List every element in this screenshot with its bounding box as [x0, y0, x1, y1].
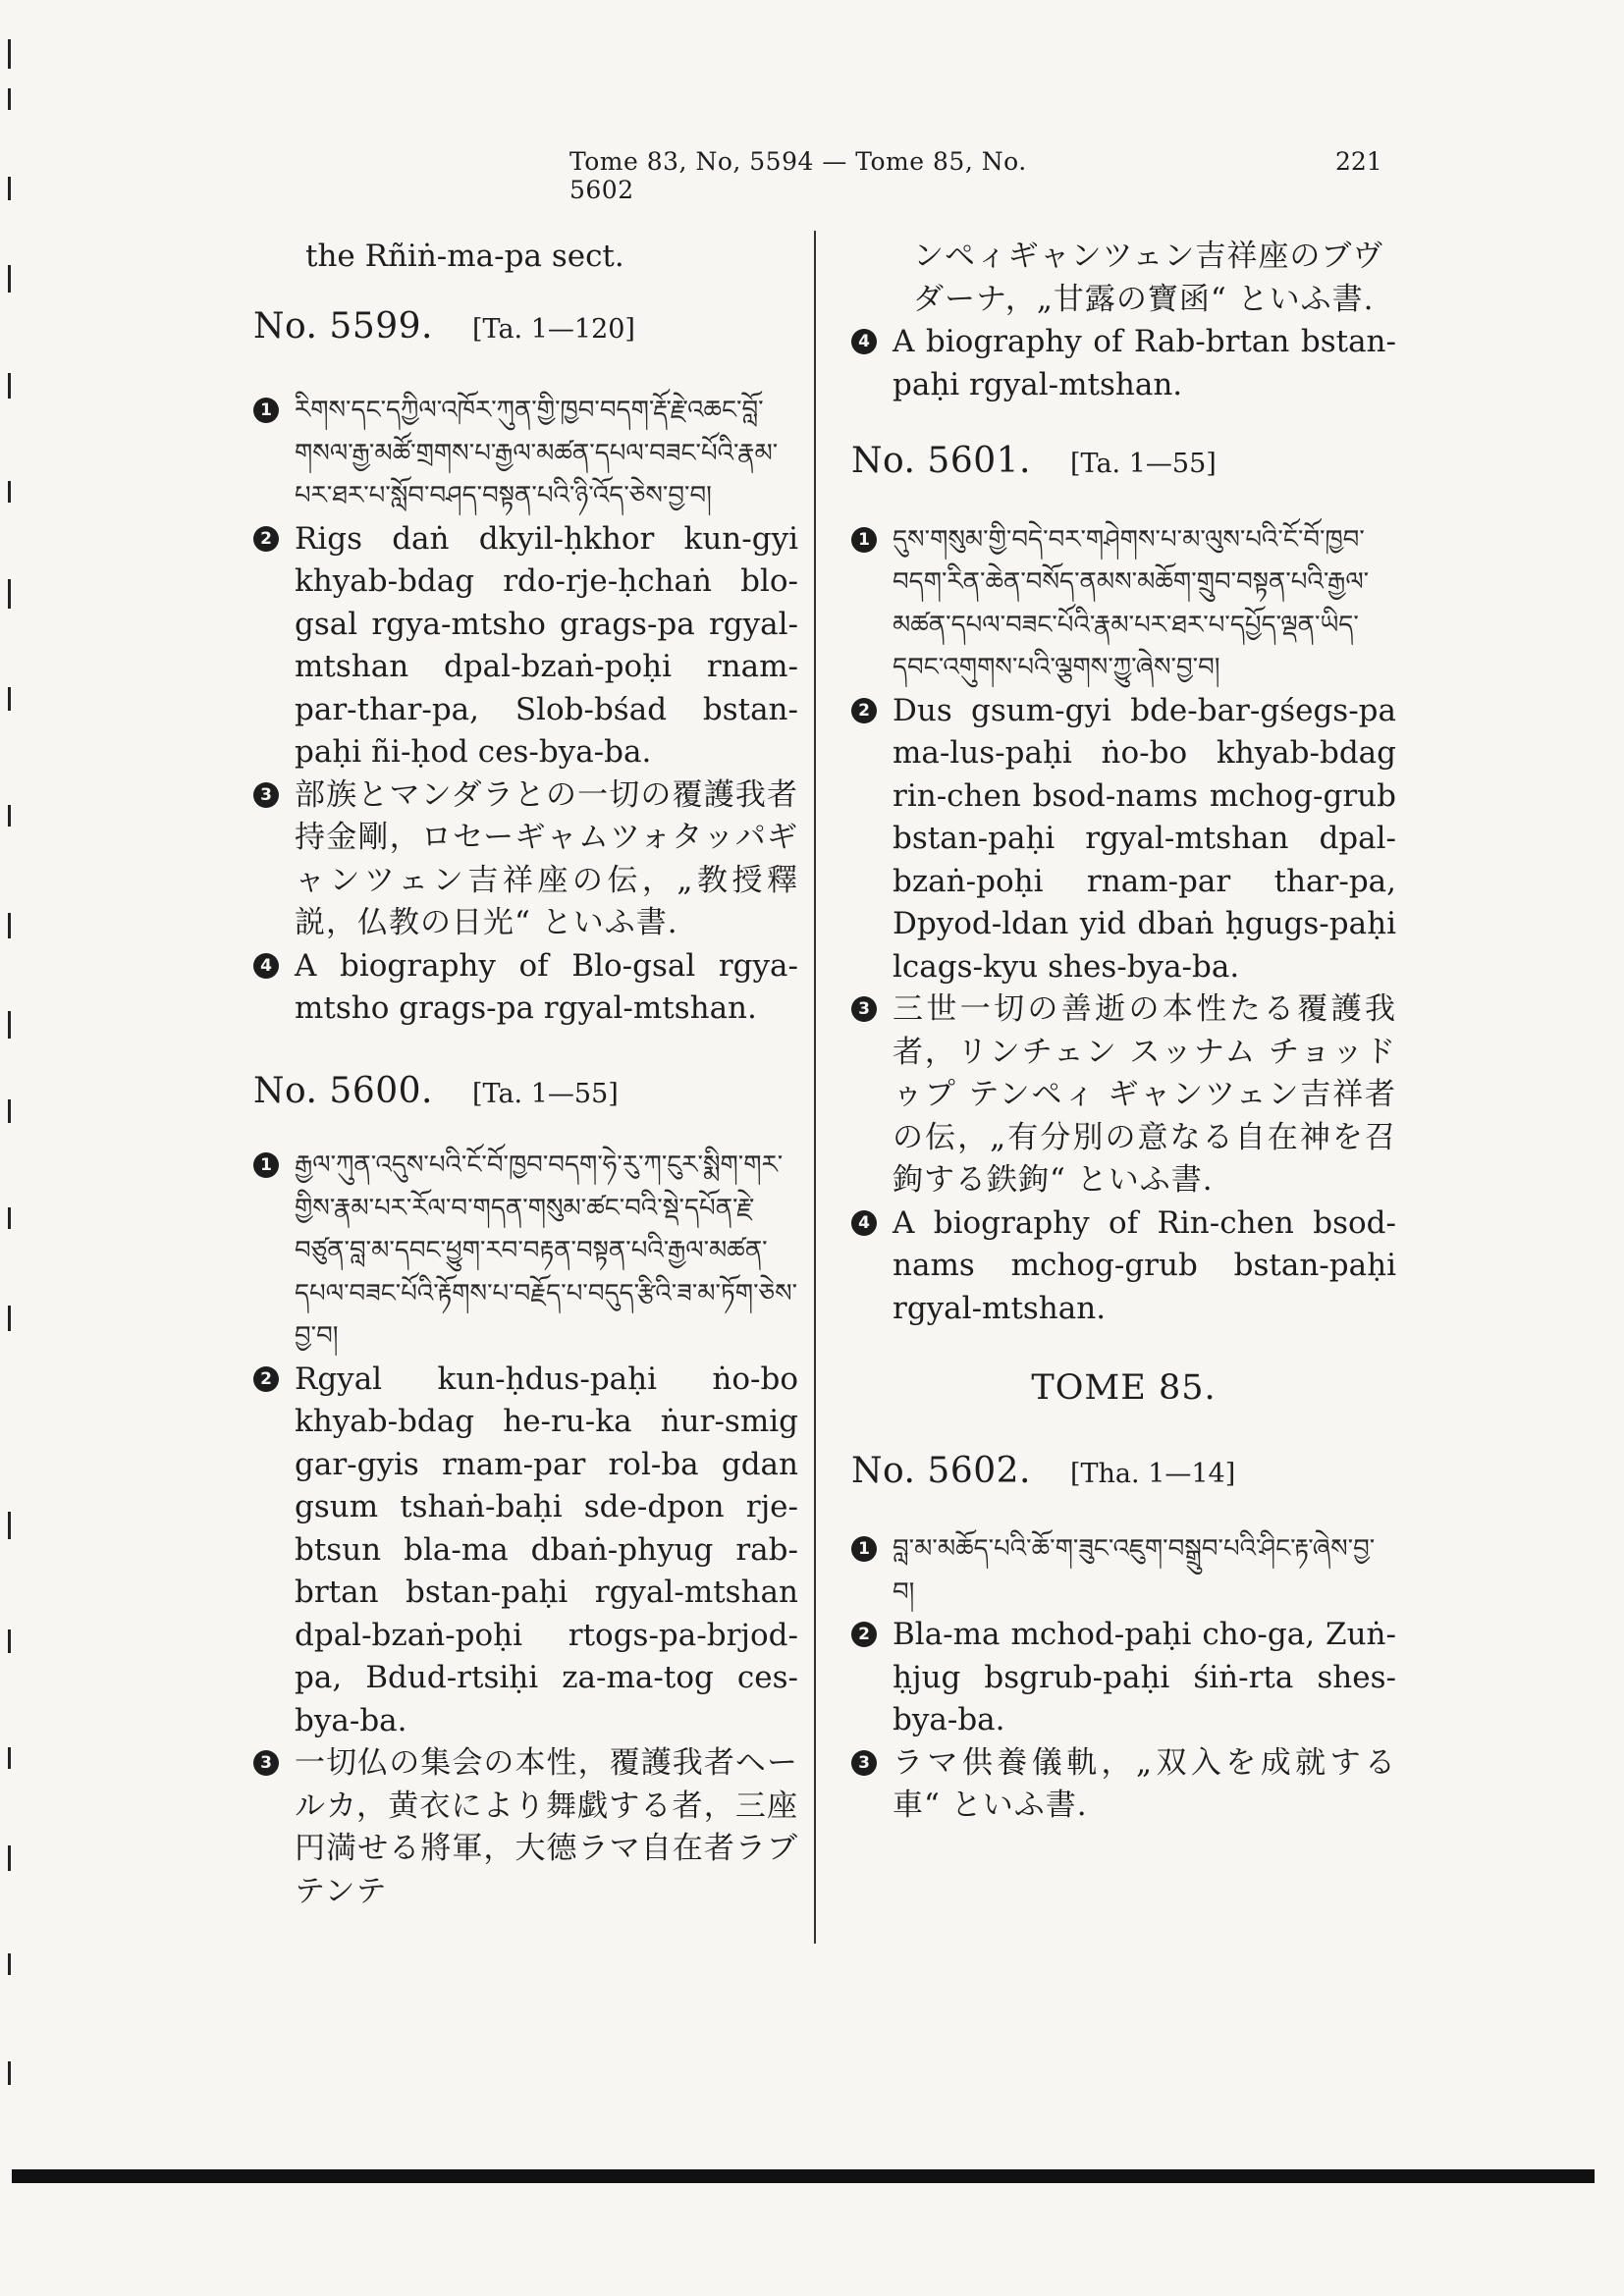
- tibetan-title: རིགས་དང་དཀྱིལ་འཁོར་ཀུན་གྱི་ཁྱབ་བདག་རྡོ་རྗེ་འཆང་བློ་གསལ་རྒྱ་མཚོ་གྲགས་པ་རྒྱལ་མཚན་དཔལ་བཟང་པོའི་རྣམ་པར་ཐར་པ་སློབ་བཤད་བསྟན་པའི་ཉི་འོད་ཅེས་བྱ་བ།: [295, 396, 779, 510]
- page-number: 221: [1335, 147, 1382, 176]
- circled-number: 2: [253, 1366, 279, 1392]
- circled-number: 2: [253, 526, 279, 552]
- entry-5599-tibetan-title: [253, 390, 798, 518]
- transliteration: Bla-ma mchod-paḥi cho-ga, Zuṅ-ḥjug bsgrub-paḥi śiṅ-rta shes-bya-ba.: [893, 1617, 1396, 1737]
- tome-heading: TOME 85.: [1031, 1368, 1217, 1408]
- entry-heading-5599: [253, 305, 798, 351]
- tibetan-title: རྒྱལ་ཀུན་འདུས་པའི་ངོ་བོ་ཁྱབ་བདག་ཧེ་རུ་ཀ་ངུར་སྨིག་གར་གྱིས་རྣམ་པར་རོལ་བ་གདན་གསུམ་ཚང་བའི་སྡེ་དཔོན་རྗེ་བཙུན་བླ་མ་དབང་ཕྱུག་རབ་བརྟན་བསྟན་པའི་རྒྱལ་མཚན་དཔལ་བཟང་པོའི་རྟོགས་པ་བརྗོད་པ་བདུད་རྩིའི་ཟ་མ་ཏོག་ཅེས་བྱ་བ།: [295, 1150, 798, 1351]
- circled-number: 2: [851, 1622, 877, 1647]
- entry-reference: [Tha. 1—14]: [1070, 1458, 1236, 1489]
- tibetan-title: བླ་མ་མཆོད་པའི་ཆོ་ག་ཟུང་འཇུག་བསྒྲུབ་པའི་ཤིང་རྟ་ཞེས་བྱ་བ།: [893, 1534, 1376, 1607]
- english-description: A biography of Blo-gsal rgya-mtsho grags-pa rgyal-mtshan.: [295, 947, 798, 1026]
- circled-number: 3: [851, 996, 877, 1022]
- entry-5601-japanese: [851, 988, 1396, 1202]
- entry-number: No. 5601.: [851, 441, 1031, 481]
- circled-number: 3: [851, 1750, 877, 1776]
- transliteration: Dus gsum-gyi bde-bar-gśegs-pa ma-lus-paḥi ṅo-bo khyab-bdag rin-chen bsod-nams mchog-grub bstan-paḥi rgyal-mtshan dpal-bzaṅ-poḥi rnam-par thar-pa, Dpyod-ldan yid dbaṅ ḥgugs-paḥi lcags-kyu shes-bya-ba.: [893, 692, 1396, 985]
- english-description: A biography of Rab-brtan bstan-paḥi rgyal-mtshan.: [893, 324, 1396, 402]
- japanese-translation: 三世一切の善逝の本性たる覆護我者，リンチェン スッナム チョッドゥプ テンペィ ギャンツェン吉祥者の伝，„有分別の意なる自在神を召鉤する鉄鉤“ といふ書.: [893, 991, 1396, 1198]
- right-column: [851, 236, 1396, 1828]
- circled-number: 4: [851, 1210, 877, 1236]
- transliteration: Rigs daṅ dkyil-ḥkhor kun-gyi khyab-bdag rdo-rje-ḥchaṅ blo-gsal rgya-mtsho grags-pa rgyal-mtshan dpal-bzaṅ-poḥi rnam-par-thar-pa, Slob-bśad bstan-paḥi ñi-ḥod ces-bya-ba.: [295, 520, 798, 770]
- entry-number: No. 5599.: [253, 305, 433, 347]
- circled-number: 3: [253, 782, 279, 808]
- entry-5602-tibetan-title: [851, 1528, 1396, 1614]
- japanese-translation: 部族とマンダラとの一切の覆護我者持金剛，ロセーギャムツォタッパギャンツェン吉祥座の伝，„教授釋説，仏教の日光“ といふ書.: [295, 776, 798, 940]
- entry-5600-english: [851, 321, 1396, 406]
- circled-number: 3: [253, 1750, 279, 1776]
- japanese-translation: ラマ供養儀軌，„双入を成就する車“ といふ書.: [893, 1744, 1396, 1823]
- entry-5602-japanese: [851, 1742, 1396, 1828]
- english-description: A biography of Rin-chen bsod-nams mchog-grub bstan-paḥi rgyal-mtshan.: [893, 1204, 1396, 1326]
- entry-5599-japanese: [253, 774, 798, 945]
- entry-heading-5602: [851, 1450, 1396, 1496]
- entry-5600-tibetan-title: [253, 1145, 798, 1359]
- entry-5602-transliteration: [851, 1614, 1396, 1742]
- circled-number: 4: [253, 953, 279, 979]
- continued-text: the Rñiṅ-ma-pa sect.: [305, 239, 624, 274]
- circled-number: 1: [253, 1152, 279, 1178]
- circled-number: 1: [253, 398, 279, 423]
- entry-5599-english: [253, 945, 798, 1031]
- entry-5599-transliteration: [253, 518, 798, 774]
- scan-bottom-edge: [12, 2169, 1595, 2183]
- continued-japanese: ンペィギャンツェン吉祥座のブヴダーナ，„甘露の寶函“ といふ書.: [913, 239, 1384, 317]
- entry-number: No. 5602.: [851, 1450, 1031, 1491]
- entry-reference: [Ta. 1—55]: [1070, 449, 1217, 479]
- japanese-translation: 一切仏の集会の本性，覆護我者ヘールカ，黄衣により舞戯する者，三座円満せる將軍，大德ラマ自在者ラブテンテ: [295, 1745, 798, 1909]
- left-column: [253, 236, 798, 1913]
- circled-number: 2: [851, 698, 877, 723]
- entry-5601-english: [851, 1202, 1396, 1331]
- entry-heading-5600: [253, 1070, 798, 1116]
- circled-number: 4: [851, 329, 877, 354]
- transliteration: Rgyal kun-ḥdus-paḥi ṅo-bo khyab-bdag he-ru-ka ṅur-smig gar-gyis rnam-par rol-ba gdan gsum tshaṅ-baḥi sde-dpon rje-btsun bla-ma dbaṅ-phyug rab-brtan bstan-paḥi rgyal-mtshan dpal-bzaṅ-poḥi rtogs-pa-brjod-pa, Bdud-rtsiḥi za-ma-tog ces-bya-ba.: [295, 1361, 798, 1738]
- entry-reference: [Ta. 1—55]: [472, 1078, 619, 1109]
- circled-number: 1: [851, 1536, 877, 1562]
- scan-margin-marks: [6, 0, 16, 2160]
- running-head: Tome 83, No, 5594 — Tome 85, No. 5602: [569, 147, 1027, 204]
- entry-5601-tibetan-title: [851, 519, 1396, 690]
- entry-5601-transliteration: [851, 690, 1396, 989]
- entry-heading-5601: [851, 440, 1396, 486]
- entry-number: No. 5600.: [253, 1070, 433, 1111]
- entry-5600-japanese: [253, 1742, 798, 1913]
- entry-reference: [Ta. 1—120]: [472, 313, 635, 345]
- column-divider: [814, 231, 816, 1944]
- circled-number: 1: [851, 527, 877, 553]
- tibetan-title: དུས་གསུམ་གྱི་བདེ་བར་གཤེགས་པ་མ་ལུས་པའི་ངོ་བོ་ཁྱབ་བདག་རིན་ཆེན་བསོད་ནམས་མཆོག་གྲུབ་བསྟན་པའི་རྒྱལ་མཚན་དཔལ་བཟང་པོའི་རྣམ་པར་ཐར་པ་དཔྱོད་ལྡན་ཡིད་དབང་འགུགས་པའི་ལྕགས་ཀྱུ་ཞེས་བྱ་བ།: [893, 524, 1370, 682]
- entry-5600-transliteration: [253, 1359, 798, 1743]
